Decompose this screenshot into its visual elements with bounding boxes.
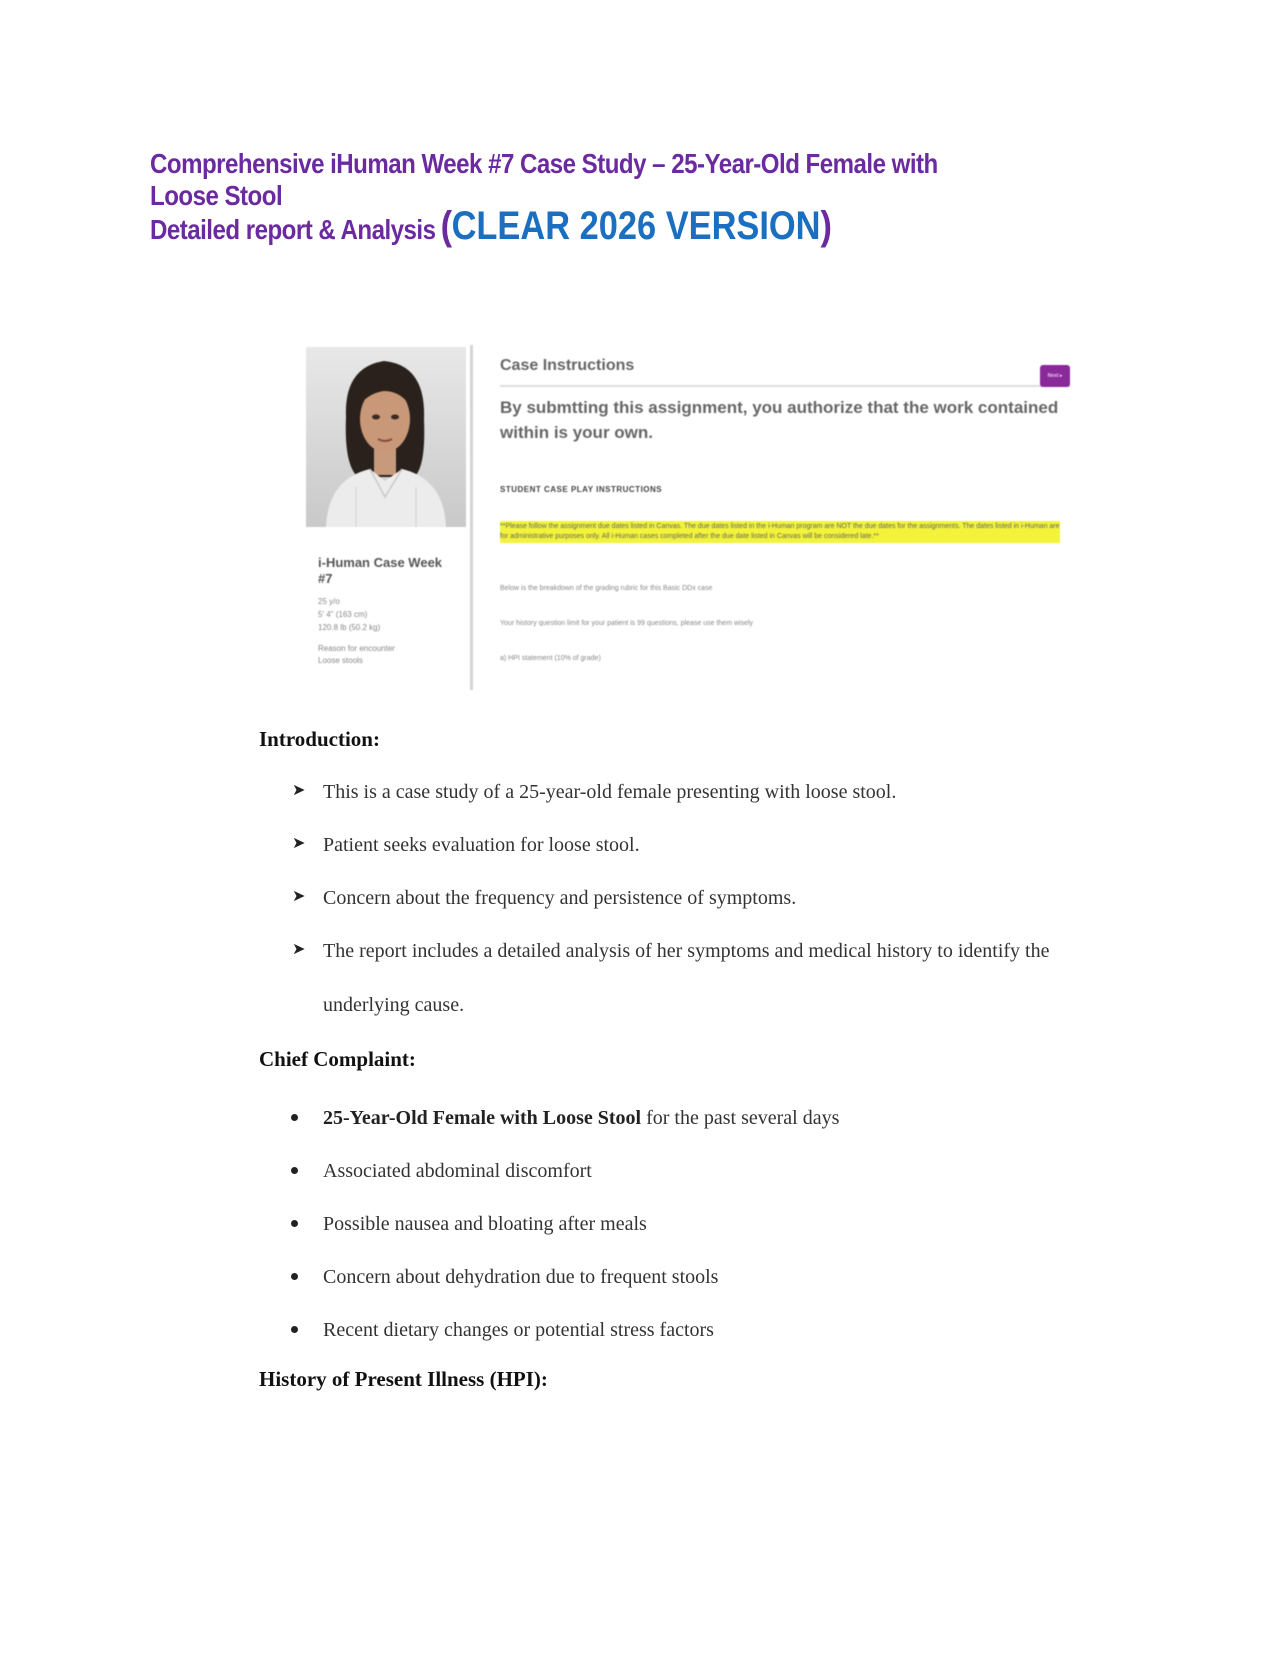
case-instructions-title: Case Instructions [500,357,635,374]
reason-label: Reason for encounter [318,644,395,653]
instructions-panel [500,345,1070,690]
reason-value: Loose stools [318,656,363,665]
complaint-item: Recent dietary changes or potential stress factors [323,1319,714,1341]
case-screenshot-figure [304,345,1074,690]
intro-item: Concern about the frequency and persistence of symptoms. [323,887,797,909]
intro-item: Patient seeks evaluation for loose stool. [323,834,640,856]
complaint-item: Associated abdominal discomfort [323,1160,592,1182]
instructions-subheading: STUDENT CASE PLAY INSTRUCTIONS [500,485,663,494]
arrow-bullet-icon: ➤ [292,782,306,799]
arrow-bullet-icon: ➤ [292,941,306,958]
complaint-item: Possible nausea and bloating after meals [323,1213,647,1235]
authorize-statement: By submtting this assignment, you authorize that the work contained within is your own. [500,398,1059,442]
title-version: CLEAR 2026 VERSION [451,204,821,248]
bullet-icon [291,1220,298,1227]
patient-weight: 120.8 lb (50.2 kg) [318,623,381,632]
arrow-bullet-icon: ➤ [292,835,306,852]
document-title [150,148,1010,249]
patient-avatar [306,347,466,527]
case-instructions-header [500,357,1070,387]
complaint-rest: for the past several days [641,1107,840,1129]
bullet-icon [291,1167,298,1174]
introduction-heading: Introduction: [259,727,380,751]
bullet-icon [291,1326,298,1333]
reason-for-encounter [318,643,458,667]
intro-item: The report includes a detailed analysis of her symptoms and medical history to identify the underlying cause. [323,940,1050,1016]
title-line-2 [150,204,1010,249]
intro-item: This is a case study of a 25-year-old female presenting with loose stool. [323,781,897,803]
question-limit-line: Your history question limit for your patient is 99 questions, please use them wisely [500,620,754,627]
bullet-icon [291,1273,298,1280]
next-button[interactable]: Next ▸ [1040,365,1070,387]
hpi-heading: History of Present Illness (HPI): [259,1367,548,1391]
patient-avatar-icon [306,347,466,527]
complaint-item [323,1091,1103,1145]
chief-complaint-heading: Chief Complaint: [259,1047,416,1071]
patient-age: 25 y/o [318,597,340,606]
title-line-1: Comprehensive iHuman Week #7 Case Study – 25-Year-Old Female with Loose Stool [150,148,938,211]
patient-meta [318,595,458,634]
title-subtitle: Detailed report & Analysis [150,214,436,245]
patient-panel [304,345,473,690]
rubric-line: Below is the breakdown of the grading rubric for this Basic DDx case [500,585,713,592]
title-paren-open: ( [440,204,452,248]
arrow-bullet-icon: ➤ [292,888,306,905]
due-date-note: **Please follow the assignment due dates listed in Canvas. The due dates listed in the i-Human program are NOT the due dates for the assignments. The dates listed in i-Human are for administrative purposes only. All i-Human cases completed after the due date listed in Canvas will be considered late.** [500,521,1060,543]
complaint-item: Concern about dehydration due to frequent stools [323,1266,719,1288]
bullet-icon [291,1114,298,1121]
title-paren-close: ) [820,204,832,248]
complaint-bold: 25-Year-Old Female with Loose Stool [323,1107,642,1129]
case-name: i-Human Case Week #7 [318,555,443,586]
hpi-statement-line: a) HPI statement (10% of grade) [500,655,601,662]
patient-height: 5' 4" (163 cm) [318,610,368,619]
